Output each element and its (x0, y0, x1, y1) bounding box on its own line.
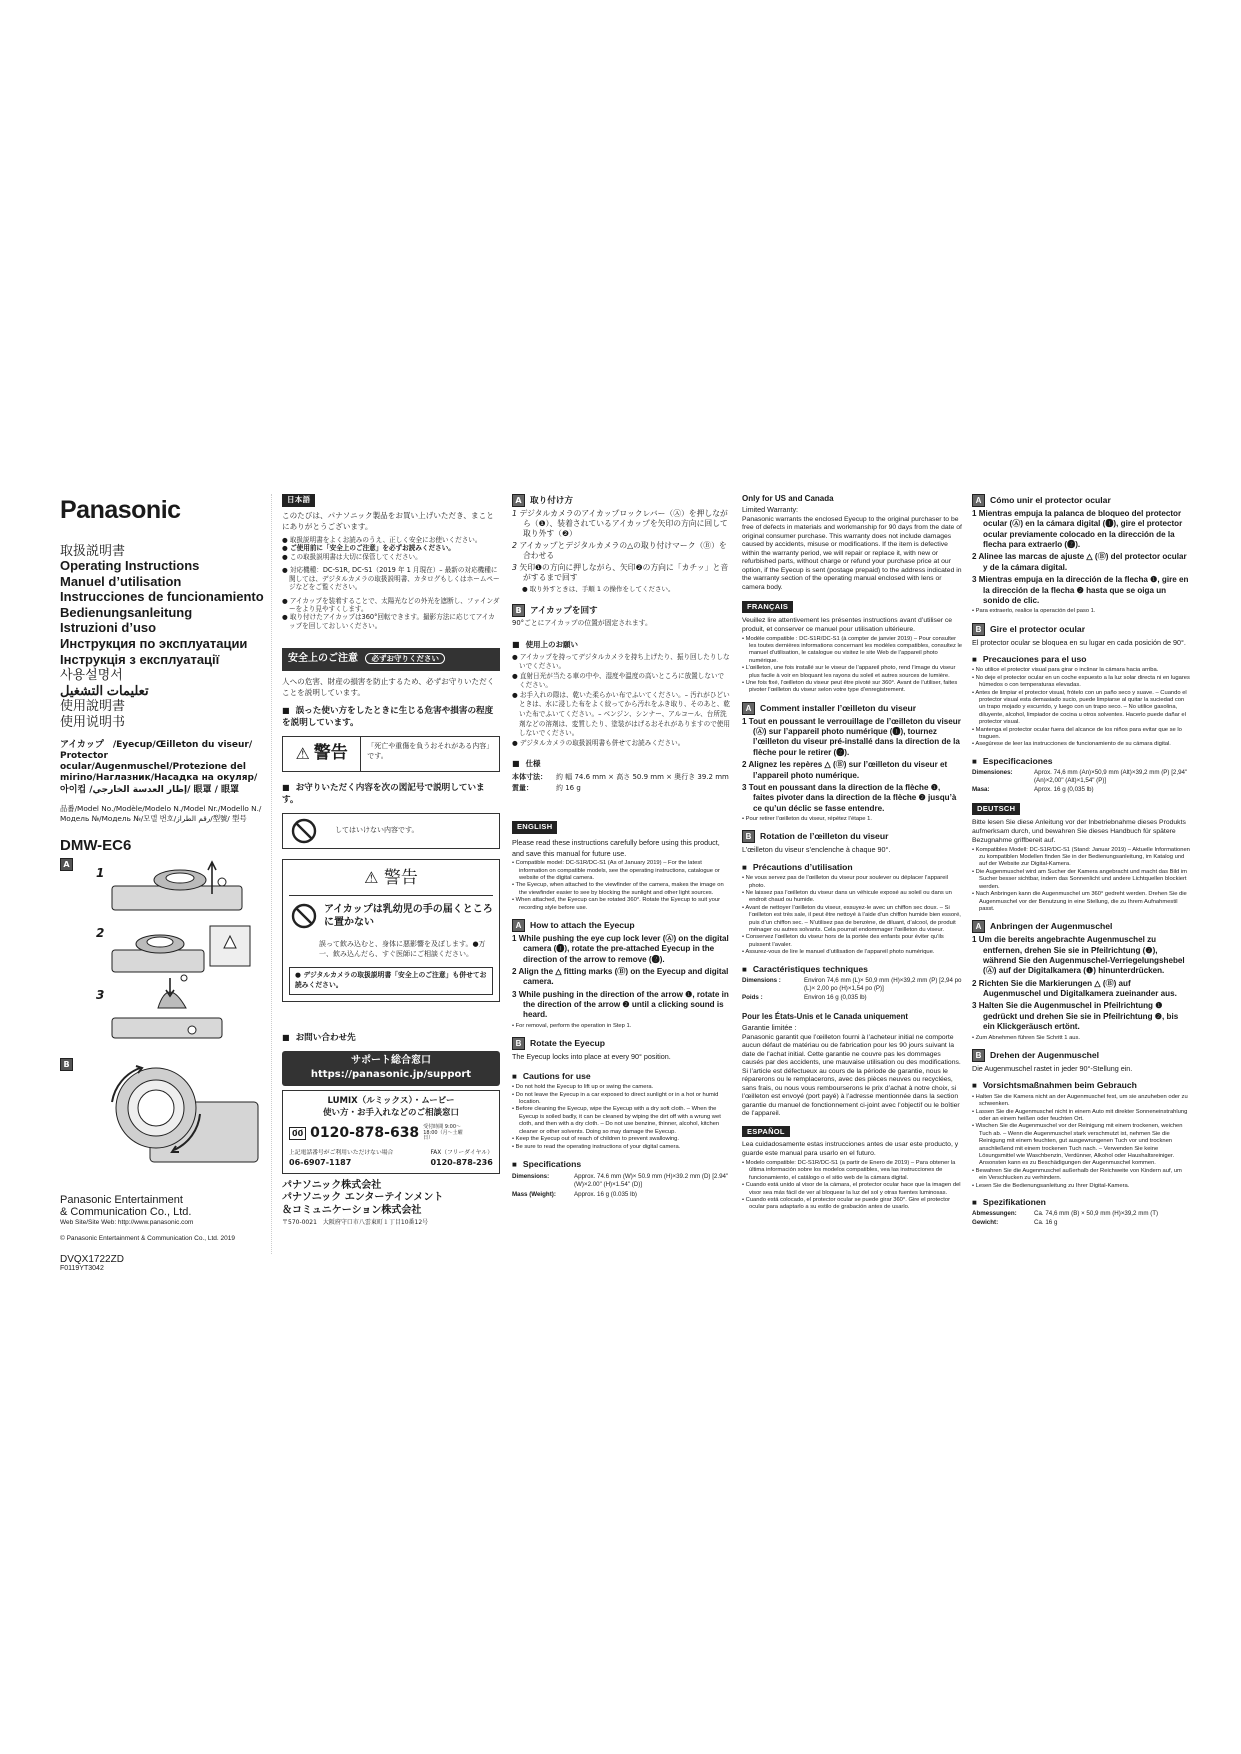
de-step: 3 Halten Sie die Augenmuschel in Pfeilrichtung ❶ gedrückt und drehen Sie sie in Pfeilrichtung ❷, bis ein Klickgeräusch ertönt. (972, 1001, 1179, 1032)
fr-caution: • Conservez l’œilleton du viseur hors de la portée des enfants pour éviter qu’ils puissent l’avaler. (742, 934, 944, 948)
en-spec-row: Mass (Weight): Approx. 16 g (0.035 lb) (512, 1191, 637, 1199)
ja-care-list (512, 653, 730, 748)
ja-bullet: ● 取扱説明書をよくお読みのうえ、正しく安全にお使いください。 (282, 535, 482, 544)
figure-step-3: 3 (96, 988, 105, 1002)
de-intro: Bitte lesen Sie diese Anleitung vor der Inbetriebnahme dieses Produkts aufmerksam durch, und bewahren Sie dieses Handbuch für spätere Bezugnahme griffbereit auf. (972, 819, 1186, 844)
es-caution: • No utilice el protector visual para girar o inclinar la cámara hacia arriba. (972, 667, 1159, 674)
company-line-2: & Communication Co., Ltd. (60, 1206, 192, 1218)
ja-warning-box (282, 859, 500, 1003)
es-rotate-title: B Gire el protector ocular (972, 623, 1190, 636)
ja-care-item: ● アイカップを持ってデジタルカメラを持ち上げたり、振り回したりしないでください。 (512, 652, 730, 671)
fr-caution: • Ne laissez pas l’œilleton du viseur dans un véhicule exposé au soleil ou dans un endroit chaud ou humide. (742, 889, 952, 904)
de-rotate-text: Die Augenmuschel rastet in jeder 90°-Stellung ein. (972, 1063, 1133, 1073)
title-fr: Manuel d’utilisation (60, 573, 182, 589)
ja-bullet: ● この取扱説明書は大切に保管してください。 (282, 552, 422, 561)
ja-rotate-text: 90°ごとにアイカップの位置が固定されます。 (512, 619, 652, 627)
fr-step-note: • Pour retirer l’œilleton du viseur, répétez l’étape 1. (742, 816, 872, 822)
japanese-section (282, 494, 500, 1228)
en-caution: • Be sure to read the operating instructions of your digital camera. (512, 1143, 681, 1150)
language-tag-es: ESPAÑOL (742, 1126, 790, 1138)
language-tag-fr: FRANÇAIS (742, 601, 793, 613)
ja-care-item: ● お手入れの際は、乾いた柔らかい布でふいてください。– 汚れがひどいときは、水に浸した布をよく絞ってから汚れをふき取り、そのあと、乾いた布でふいてください。– ベンジン、シンナー、アルコール、台所洗剤などの溶剤は、変質したり、塗装がはげるおそれがありますので使用しないでください。 (512, 690, 730, 738)
ja-care-item: ● 直射日光が当たる車の中や、湿度や温度の高いところに放置しないでください。 (512, 671, 725, 690)
de-cautions (972, 1094, 1190, 1190)
french-section (742, 494, 962, 1213)
ja-warning-note: 誤って飲み込むと、身体に悪影響を及ぼします。●万一、飲み込んだら、すぐ医師にご相談ください。 (319, 940, 486, 959)
title-ko: 사용설명서 (60, 667, 123, 683)
eyecup-illustration-b (100, 1062, 260, 1172)
brand-logo: Panasonic (60, 496, 181, 524)
fr-cautions (742, 875, 962, 956)
de-caution: • Halten Sie die Kamera nicht an der Augenmuschel fest, um sie anzuheben oder zu schwenken. (972, 1093, 1188, 1108)
es-caution: • Mantenga el protector ocular fuera del alcance de los niños para evitar que se lo traguen. (972, 726, 1182, 741)
fr-caution: • Assurez-vous de lire le manuel d’utilisation de l’appareil photo numérique. (742, 949, 935, 956)
es-spec-row: Masa: Aprox. 16 g (0,035 lb) (972, 786, 1094, 794)
ja-lumix-line-2: 使い方・お手入れなどのご相談窓口 (322, 1107, 459, 1118)
en-step: 3 While pushing in the direction of the arrow ❶, rotate in the direction of the arrow ❷ until a clicking sound is heard. (512, 989, 729, 1020)
ja-prohibit-legend (282, 813, 500, 849)
ja-warning-heading: ⚠ 警告 (364, 867, 418, 888)
fr-caution: • Ne vous servez pas de l’œilleton du viseur pour soulever ou déplacer l’appareil photo. (742, 875, 948, 889)
en-bullet: • When attached, the Eyecup can be rotated 360°. Rotate the Eyecup to suit your recording style before use. (512, 897, 721, 911)
title-de: Bedienungsanleitung (60, 604, 193, 620)
en-bullet: • Compatible model: DC-S1R/DC-S1 (As of January 2019) – For the latest information on compatible models, see the operating instructions, catalogue or website of the digital camera. (512, 860, 720, 881)
en-caution: • Do not hold the Eyecup to lift up or swing the camera. (512, 1084, 654, 1091)
es-bullet: • Cuando está unido al visor de la cámara, el protector ocular hace que la imagen del visor sea más fácil de ver al bloquear la luz del sol y otras fuentes luminosas. (742, 1182, 961, 1196)
fr-bullet: • Une fois fixé, l’œilleton du viseur peut être pivoté sur 360°. Avant de l’utiliser, faites pivoter l’œilleton du viseur selon votre type d’enregistrement. (742, 679, 958, 694)
es-rotate-text: El protector ocular se bloquea en su lugar en cada posición de 90°. (972, 637, 1186, 647)
website-url: Web Site/Site Web: http://www.panasonic.com (60, 1219, 194, 1226)
figure-a (60, 858, 265, 1048)
ja-safety-s2: ■ お守りいただく内容を次の図記号で説明しています。 (282, 782, 500, 807)
title-ar: تعليمات التشغيل (60, 682, 149, 698)
es-step-note: • Para extraerlo, realice la operación del paso 1. (972, 608, 1096, 615)
ja-warning-row (289, 901, 493, 931)
en-step: 1 While pushing the eye cup lock lever (Ⓐ) on the digital camera (❶), rotate the pre-attached Eyecup in the direction of the arrow to remove (❷). (512, 933, 729, 964)
en-caution-title: ■ Cautions for use (512, 1070, 730, 1083)
ja-warning-text: アイカップは乳幼児の手の届くところに置かない (324, 904, 493, 929)
fr-spec-title: ■ Caractéristiques techniques (742, 964, 962, 975)
warning-triangle-icon: ⚠ (295, 744, 310, 764)
manual-titles (60, 543, 265, 730)
fr-bullets (742, 636, 962, 695)
ja-support-bar: サポート総合窓口 https://panasonic.jp/support (282, 1051, 500, 1086)
de-caution: • Bewahren Sie die Augenmuschel außerhalb der Reichweite von Kindern auf, um ein Verschlucken zu verhindern. (972, 1167, 1182, 1182)
fr-warranty-title: Pour les États-Unis et le Canada uniquement (742, 1012, 908, 1022)
ja-warning-bullet: ● デジタルカメラの取扱説明書「安全上のご注意」も併せてお読みください。 (289, 967, 493, 995)
figure-step-2: 2 (96, 926, 105, 940)
es-bullet: • Modelo compatible: DC-S1R/DC-S1 (a partir de Enero de 2019) – Para obtener la última información sobre los modelos compatibles, vea las instrucciones de funcionamiento, el catálogo o el sitio web de la cámara digital. (742, 1159, 956, 1181)
title-uk: Інструкція з експлуатації (60, 651, 220, 667)
ja-fax[interactable]: 0120-878-236 (430, 1157, 493, 1167)
de-bullet: • Kompatibles Modell: DC-S1R/DC-S1 (Stand: Januar 2019) – Aktuelle Informationen zu kompatiblen Modellen finden Sie in der Bedienungsanleitung, im Katalog und auf der Website zur Digital-Kamera. (972, 846, 1190, 868)
en-step: 2 Align the △ fitting marks (Ⓑ) on the Eyecup and digital camera. (512, 967, 729, 987)
us-warranty-text: Panasonic warrants the enclosed Eyecup to the original purchaser to be free of defects in materials and workmanship for 90 days from the date of original consumer purchase. This warranty does not include damages caused by accidents, misuse or modifications. If the item is defective within the warranty period, we will repair or replace it, with new or refurbished parts, without charge or refund your purchase price at our option, if the Eyecup is sent (postage prepaid) to the address indicated in the warranty section of the operating manual enclosed with lens or camera body. (742, 515, 962, 591)
us-warranty-sub: Limited Warranty: (742, 505, 799, 515)
spanish-german-section (972, 494, 1190, 1229)
warning-triangle-icon: ⚠ (364, 867, 379, 887)
de-step: 1 Um die bereits angebrachte Augenmuschel zu entfernen, drehen Sie sie in Pfeilrichtung (❷), während Sie den Augenmuschel-Verriegelungshebel (Ⓐ) auf der Digitalkamera (❶) hinunterdrücken. (972, 935, 1185, 976)
en-cautions (512, 1084, 730, 1151)
de-spec-row: Gewicht: Ca. 16 g (972, 1219, 1058, 1227)
en-caution: • Keep the Eyecup out of reach of children to prevent swallowing. (512, 1136, 680, 1143)
de-bullet: • Die Augenmuschel wird am Sucher der Kamera angebracht und macht das Bild im Sucher besser sichtbar, indem das Sonnenlicht und andere Lichtquellen blockiert werden. (972, 868, 1188, 890)
de-rotate-title: B Drehen der Augenmuschel (972, 1049, 1190, 1062)
ja-rotate-title: B アイカップを回す (512, 604, 730, 617)
ja-phone2[interactable]: 06-6907-1187 (289, 1157, 352, 1167)
de-step-note: • Zum Abnehmen führen Sie Schritt 1 aus. (972, 1034, 1081, 1041)
ja-contact-title: ■ お問い合わせ先 (282, 1032, 500, 1044)
eyecup-illustration-a (108, 858, 258, 1048)
copyright: © Panasonic Entertainment & Communication Co., Ltd. 2019 (60, 1235, 235, 1242)
es-bullets (742, 1160, 962, 1212)
ja-safety-s1: ■ 誤った使い方をしたときに生じる危害や損害の程度を説明しています。 (282, 705, 500, 730)
fr-spec-row: Dimensions : Environ 74,6 mm (L)× 50,9 mm (H)×39,2 mm (P) [2,94 po (L)× 2,00 po (H)×1,54 po (P)] (742, 977, 962, 993)
de-attach-title: A Anbringen der Augenmuschel (972, 920, 1190, 933)
figure-b (60, 1058, 265, 1178)
ja-care-item: ● デジタルカメラの取扱説明書も併せてお読みください。 (512, 738, 685, 747)
language-tag-en: ENGLISH (512, 821, 557, 834)
ja-safety-intro: 人への危害、財産の損害を防止するため、必ずお守りいただくことを説明しています。 (282, 676, 495, 697)
es-step: 2 Alinee las marcas de ajuste △ (Ⓑ) del protector ocular y de la cámara digital. (972, 552, 1187, 572)
figure-a-label: A (60, 858, 73, 871)
ja-step: 1 デジタルカメラのアイカップロックレバー（Ⓐ）を押しながら（❶）、装着されているアイカップを矢印の方向に回して取り外す（❷） (512, 509, 728, 539)
ja-bullets (282, 536, 500, 630)
en-attach-title: A How to attach the Eyecup (512, 919, 730, 932)
company-line-1: Panasonic Entertainment (60, 1194, 183, 1206)
cover-column (60, 494, 265, 855)
ja-bullet: ● 対応機種：DC-S1R, DC-S1（2019 年 1 月現在）– 最新の対応機種に関しては、デジタルカメラの取扱説明書、カタログもしくはホームページなどをご覧ください。 (282, 566, 500, 592)
fr-spec-row: Poids : Environ 16 g (0,035 lb) (742, 994, 867, 1002)
en-spec-title: ■ Specifications (512, 1158, 730, 1171)
ja-company: パナソニック株式会社 パナソニック エンターテインメント ＆コミュニケーション株式会社 (282, 1179, 444, 1216)
freedial-icon: 0́0́ (289, 1127, 306, 1141)
ja-bullet: ● 取り付けたアイカップは360°回転できます。撮影方法に応じてアイカップを回しておしいください。 (282, 613, 495, 630)
en-rotate-text: The Eyecup locks into place at every 90° position. (512, 1052, 671, 1062)
title-ja: 取扱説明書 (60, 542, 126, 558)
ja-bullet: ● アイカップを装着することで、太陽光などの外光を遮断し、ファインダーをより見やすくします。 (282, 596, 500, 613)
es-spec-title: ■ Especificaciones (972, 756, 1190, 767)
ja-safety-title: 安全上のご注意 (288, 653, 358, 665)
fr-bullet: • Modèle compatible : DC-S1R/DC-S1 (à compter de janvier 2019) – Pour consulter les toutes dernières informations concernant les modèles compatibles, consultez le manuel d’utilisation, le catalogue ou visitez le site Web de l’appareil photo numérique. (742, 635, 962, 664)
prohibit-icon (289, 816, 329, 846)
fr-warranty-text: Panasonic garantit que l’œilleton fourni à l’acheteur initial ne comporte aucun défaut de matériau ou de fabrication pour les 90 jours suivant la date de l’achat initial. Cette garantie ne couvre pas les dommages causés par des accidents, une mauvaise utilisation ou des modifications. Si l’article est défectueux au cours de la période de garantie, nous le réparerons ou le remplacerons, avec des pièces neuves ou recyclées, sans frais, ou nous vous rembourserons le prix d’achat à notre choix, si l’œilleton est envoyé (port payé) à l’adresse mentionnée dans la section garantie du manuel de fonctionnement ci-joint avec l’objectif ou le boîtier de l’appareil. (742, 1033, 961, 1118)
title-ru: Инструкция по эксплуатации (60, 636, 248, 652)
figure-b-label: B (60, 1058, 73, 1071)
en-caution: • Do not leave the Eyecup in a car exposed to direct sunlight or in a hot or humid location. (512, 1091, 719, 1106)
ja-address: 〒570-0021 大阪府守口市八雲東町１丁目10番12号 (282, 1219, 429, 1227)
en-rotate-title: B Rotate the Eyecup (512, 1037, 730, 1050)
ja-prohibit-desc: してはいけない内容です。 (335, 826, 419, 835)
es-caution: • Antes de limpiar el protector visual, frótelo con un paño seco y suave. – Cuando el protector visual esta demasiado sucio, puede limpiarse al quitar la suciedad con un trapo mojado y escurrido, y luego con un trapo seco. – No utilice gasolina, diluyente, alcohol, limpiador de cocina u otros solventes. Hacerlo puede dañar el protector visual. (972, 689, 1187, 726)
en-intro: Please read these instructions carefully before using this product, and save this manual for future use. (512, 838, 720, 858)
japanese-english-section (512, 494, 730, 1201)
print-code: F0119YT3042 (60, 1265, 104, 1272)
ja-safety-header (282, 648, 500, 671)
cover-footer (60, 1194, 270, 1272)
ja-intro: このたびは、パナソニック製品をお買い上げいただき、まことにありがとうございます。 (282, 510, 494, 531)
fr-step: 2 Alignez les repères △ (Ⓑ) sur l’œilleton du viseur et l’appareil photo numérique. (742, 760, 948, 780)
de-spec-title: ■ Spezifikationen (972, 1197, 1190, 1208)
ja-spec-title: ■ 仕様 (512, 758, 730, 770)
ja-step: 3 矢印❶の方向に押しながら、矢印❷の方向に「カチッ」と音がするまで回す (512, 563, 729, 583)
ja-bullet: ● ご使用前に「安全上のご注意」を必ずお読みください。 (282, 544, 455, 553)
ja-phone-box (282, 1090, 500, 1174)
title-zh-tw: 使用說明書 (60, 698, 126, 714)
fr-caution: • Avant de nettoyer l’œilleton du viseur, essuyez-le avec un chiffon sec doux. – Si l’œilleton est très sale, il peut être nettoyé à l’aide d’un chiffon humide bien essoré, puis d’un chiffon sec. – N’utilisez pas de benzène, de diluant, d’alcool, de produit ménager ou autres solvants. Cela pourrait endommager l’œilleton du viseur. (742, 904, 961, 933)
de-spec-row: Abmessungen: Ca. 74,6 mm (B) × 50,9 mm (H)×39,2 mm (T) (972, 1210, 1159, 1218)
fr-step: 3 Tout en poussant dans la direction de la flèche ❶, faites pivoter dans la direction de la flèche ❷ jusqu’à ce qu’un déclic se fasse entendre. (742, 782, 957, 813)
de-caution: • Lesen Sie die Bedienungsanleitung zu Ihrer Digital-Kamera. (972, 1182, 1130, 1189)
prohibit-icon (289, 901, 319, 931)
de-caution-title: ■ Vorsichtsmaßnahmen beim Gebrauch (972, 1080, 1190, 1091)
figure-step-1: 1 (96, 866, 105, 880)
english-section (512, 815, 730, 1200)
ja-phone-row (289, 1123, 493, 1143)
ja-safety-badge: 必ずお守りください (365, 653, 445, 664)
es-intro: Lea cuidadosamente estas instrucciones antes de usar este producto, y guarde este manual para usarlo en el futuro. (742, 1141, 959, 1158)
en-bullets (512, 860, 730, 912)
ja-spec-row: 質量： 約 16 g (512, 784, 581, 793)
es-spec-row: Dimensiones: Aprox. 74,6 mm (An)×50,9 mm (Alt)×39,2 mm (P) [2,94" (An)×2,00" (Alt)×1,54" (P)] (972, 769, 1188, 785)
es-step: 1 Mientras empuja la palanca de bloqueo del protector ocular (Ⓐ) en la cámara digital (❶), gire el protector ocular previamente colocado en la dirección de la flecha para extraerlo (❷). (972, 509, 1183, 550)
es-step: 3 Mientras empuja en la dirección de la flecha ❶, gire en la dirección de la flecha ❷ hasta que se oiga un sonido de clic. (972, 575, 1189, 605)
fr-intro: Veuillez lire attentivement les présentes instructions avant d’utiliser ce produit, et conserver ce manuel pour utilisation ultérieure. (742, 616, 953, 633)
de-caution: • Wischen Sie die Augenmuschel vor der Reinigung mit einem trockenen, weichen Tuch ab. – Wenn die Augenmuschel stark verschmutzt ist, nehmen Sie die Reinigung mit einem feuchten, gut ausgewrungenen Tuch vor und trocknen anschließend mit einem trockenen Tuch nach. – Verwenden Sie keine Lösungsmittel wie Waschbenzin, Verdünner, Alkohol oder Haushaltsreiniger. Ansonsten kann es zu Beschädigungen der Augenmuschel kommen. (972, 1123, 1183, 1167)
en-step-note: • For removal, perform the operation in Step 1. (512, 1022, 632, 1029)
ja-lumix-line-1: LUMIX（ルミックス）・ムービー (327, 1095, 455, 1106)
ja-warning-legend (282, 736, 500, 772)
fr-rotate-title: B Rotation de l’œilleton du viseur (742, 830, 962, 843)
en-bullet: • The Eyecup, when attached to the viewfinder of the camera, makes the image on the viewfinder easier to see by blocking the sunlight and other light sources. (512, 882, 724, 896)
en-caution: • Before cleaning the Eyecup, wipe the Eyecup with a dry soft cloth. – When the Eyecup is soiled badly, it can be cleaned by wiping the dirt off with a wrung wet cloth, and then with a dry cloth. – Do not use benzine, thinner, alcohol, kitchen cleaner or other solvents. Doing so may damage the Eyecup. (512, 1106, 721, 1135)
es-caution-title: ■ Precauciones para el uso (972, 654, 1190, 665)
es-bullet: • Cuando está colocado, el protector ocular se puede girar 360°. Gire el protector ocular para adaptarlo a su estilo de grabación antes de usarlo. (742, 1196, 951, 1211)
fr-attach-title: A Comment installer l’œilleton du viseur (742, 702, 962, 715)
ja-attach-title: A 取り付け方 (512, 494, 730, 507)
ja-phone-number[interactable]: 0120-878-638 (310, 1125, 420, 1142)
language-tag-ja: 日本語 (282, 494, 315, 507)
language-tag-de: DEUTSCH (972, 803, 1020, 815)
de-bullet: • Nach Anbringen kann die Augenmuschel um 360° gedreht werden. Drehen Sie die Augenmuschel vor der Benutzung in eine Stellung, die zu Ihrem Aufnahmestil passt. (972, 891, 1187, 912)
title-es: Instrucciones de funcionamiento (60, 589, 264, 605)
ja-care-title: ■ 使用上のお願い (512, 639, 730, 651)
support-url[interactable]: https://panasonic.jp/support (310, 1069, 472, 1081)
title-zh-cn: 使用说明书 (60, 714, 126, 730)
ja-warning-desc: 「死亡や重傷を負うおそれがある内容」です。 (367, 741, 490, 760)
title-en: Operating Instructions (60, 558, 200, 574)
es-caution: • No deje el protector ocular en un coche expuesto a la luz solar directa ni en lugares húmedos o con temperaturas elevadas. (972, 674, 1190, 689)
fr-warranty-sub: Garantie limitée : (742, 1023, 797, 1033)
de-caution: • Lassen Sie die Augenmuschel nicht in einem Auto mit direkter Sonneneinstrahlung oder an einem heißen oder feuchten Ort. (972, 1108, 1188, 1122)
es-cautions (972, 667, 1190, 748)
ja-step: 2 アイカップとデジタルカメラの△の取り付けマーク（Ⓑ）を合わせる (512, 541, 727, 561)
column-divider (271, 494, 272, 1254)
title-it: Istruzioni d’uso (60, 620, 157, 636)
de-step: 2 Richten Sie die Markierungen △ (Ⓑ) auf Augenmuschel und Digitalkamera zueinander aus. (972, 978, 1177, 999)
us-warranty-title: Only for US and Canada (742, 494, 834, 503)
en-spec-row: Dimensions: Approx. 74.6 mm (W)× 50.9 mm (H)×39.2 mm (D) [2.94" (W)×2.00" (H)×1.54" (D)] (512, 1172, 729, 1189)
ja-spec-row: 本体寸法： 約 幅 74.6 mm × 高さ 50.9 mm × 奥行き 39.2 mm (512, 773, 729, 782)
ja-phone-hours: 受付時間 9:00〜18:00（月〜土曜日） (423, 1124, 463, 1142)
document-code: DVQX1722ZD (60, 1254, 124, 1265)
ja-alt-contacts: 上記電話番号がご利用いただけない場合 06-6907-1187 FAX（フリーダイヤル） 0120-878-236 (289, 1149, 493, 1167)
es-attach-title: A Cómo unir el protector ocular (972, 494, 1190, 507)
fr-rotate-text: L’œilleton du viseur s’enclenche à chaque 90°. (742, 845, 891, 855)
ja-step-note: ● 取り外すときは、手順 1 の操作をしてください。 (522, 585, 675, 594)
de-bullets (972, 847, 1190, 914)
ja-warning-label: ⚠ 警告 (283, 737, 361, 771)
model-number-label: 品番/Model No./Modèle/Modelo N./Model Nr./Modello N./ Модель №/Модель №/모델 번호/رقم الطراز/型號/ 型号 (60, 803, 262, 823)
product-name: アイカップ /Eyecup/Œilleton du viseur/ Protector ocular/Augenmuschel/Protezione del mirino/Наглазник/Насадка на окуляр/ 아이컵 /إطار العدسة الخارجي/ 眼罩 / 眼罩 (60, 739, 258, 795)
fr-bullet: • L’œilleton, une fois installé sur le viseur de l’appareil photo, rend l’image du viseur plus facile à voir en bloquant les rayons du soleil et autres sources de lumière. (742, 665, 956, 679)
fr-step: 1 Tout en poussant le verrouillage de l’œilleton du viseur (Ⓐ) sur l’appareil photo numérique (❶), tournez l’œilleton du viseur pré-installé dans la direction de la flèche pour le retirer (❷). (742, 716, 961, 757)
model-number: DMW-EC6 (60, 836, 132, 854)
es-caution: • Asegúrese de leer las instrucciones de funcionamiento de su cámara digital. (972, 741, 1171, 748)
fr-caution-title: ■ Précautions d’utilisation (742, 862, 962, 873)
